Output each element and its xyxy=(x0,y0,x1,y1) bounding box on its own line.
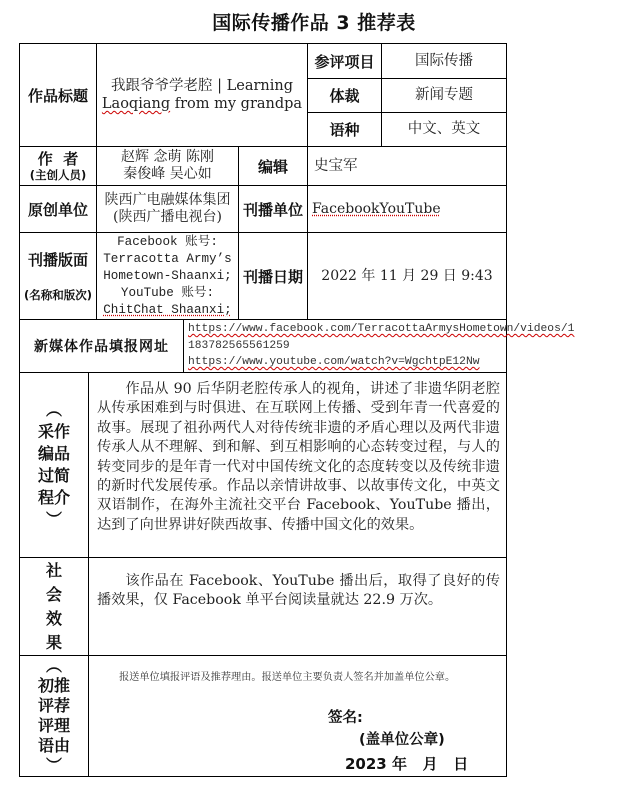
language-label: 语种 xyxy=(307,112,382,147)
work-title-line1: 我跟爷爷学老腔 | Learning xyxy=(111,78,293,94)
original-unit-value: 陕西广电融媒体集团 (陕西广播电视台) xyxy=(96,185,239,233)
work-title-line2 xyxy=(102,95,302,113)
youtube-url[interactable]: https://www.youtube.com/watch?v=WgchtpE12Nw xyxy=(188,356,480,368)
summary-text: 作品从 90 后华阴老腔传承人的视角，讲述了非遗华阴老腔从传承困难到与时俱进、在互联网上传播、受到年青一代喜爱的故事。展现了祖孙两代人对待传统非遗的矛盾心理以及两代非遗传承人从不理解、到和解、到互相影响的心态转变过程，与人的转变同步的是年青一代对中国传统文化的态度转变以及传统非遗的新时代发展传承。作品以亲情讲故事、以故事传文化，中英文双语制作，在海外主流社交平台 Facebook、YouTube 播出，达到了向世界讲好陕西故事、传播中国文化的效果。 xyxy=(97,381,500,533)
genre-value: 新闻专题 xyxy=(381,78,507,113)
publisher-label: 刊播单位 xyxy=(238,185,308,233)
recommendation-instruction: 报送单位填报评语及推荐理由。报送单位主要负责人签名并加盖单位公章。 xyxy=(119,672,456,683)
publication-date-value: 2022 年 11 月 29 日 9:43 xyxy=(307,232,507,320)
language-value: 中文、英文 xyxy=(381,112,507,147)
recommendation-date: 2023 年 月 日 xyxy=(345,755,469,773)
recommendation-label: ︵ 初推 评荐 评理 语由 ︶ xyxy=(19,655,89,777)
summary-body xyxy=(88,372,507,558)
original-unit-label: 原创单位 xyxy=(19,185,97,233)
facebook-account-name: Terracotta Army’s xyxy=(103,251,232,266)
editor-label: 编辑 xyxy=(238,146,308,186)
youtube-account-label: YouTube 账号: xyxy=(120,285,215,300)
social-effect-body xyxy=(88,557,507,656)
social-effect-label: 社 会 效 果 xyxy=(19,557,89,656)
recommendation-body xyxy=(88,655,507,777)
social-effect-text: 该作品在 Facebook、YouTube 播出后，取得了良好的传播效果，仅 Facebook 单平台阅读量就达 22.9 万次。 xyxy=(97,573,500,609)
category-value: 国际传播 xyxy=(381,43,507,79)
work-title-value xyxy=(96,43,308,147)
author-label: 作 者 (主创人员) xyxy=(19,146,97,186)
summary-label: ︵ 采作 编品 过简 程介 ︶ xyxy=(19,372,89,558)
publisher-value: FacebookYouTube xyxy=(307,185,507,233)
facebook-account-name-cont: Hometown-Shaanxi; xyxy=(103,268,232,283)
page-title: 国际传播作品 3 推荐表 xyxy=(212,12,416,34)
author-names: 赵辉 念萌 陈刚 秦俊峰 吴心如 xyxy=(96,146,239,186)
editor-value: 史宝军 xyxy=(307,146,507,186)
signature-label: 签名: xyxy=(328,710,363,726)
url-label: 新媒体作品填报网址 xyxy=(19,319,184,373)
seal-label: (盖单位公章) xyxy=(359,732,445,748)
youtube-account-name: ChitChat Shaanxi; xyxy=(103,302,232,317)
genre-label: 体裁 xyxy=(307,78,382,113)
category-label: 参评项目 xyxy=(307,43,382,79)
facebook-account-label: Facebook 账号: xyxy=(117,234,218,249)
facebook-url[interactable]: https://www.facebook.com/TerracottaArmysHometown/videos/1 xyxy=(188,323,575,335)
work-title-line2-a: Laoqiang xyxy=(101,96,171,112)
work-title-label: 作品标题 xyxy=(19,43,97,147)
publication-date-label: 刊播日期 xyxy=(238,232,308,320)
publication-section-value xyxy=(96,232,239,320)
publication-section-label: 刊播版面 (名称和版次) xyxy=(19,232,97,320)
facebook-url-cont[interactable]: 183782565561259 xyxy=(188,339,290,352)
url-value xyxy=(183,319,575,373)
work-title-line2-b: from my grandpa xyxy=(170,96,303,112)
